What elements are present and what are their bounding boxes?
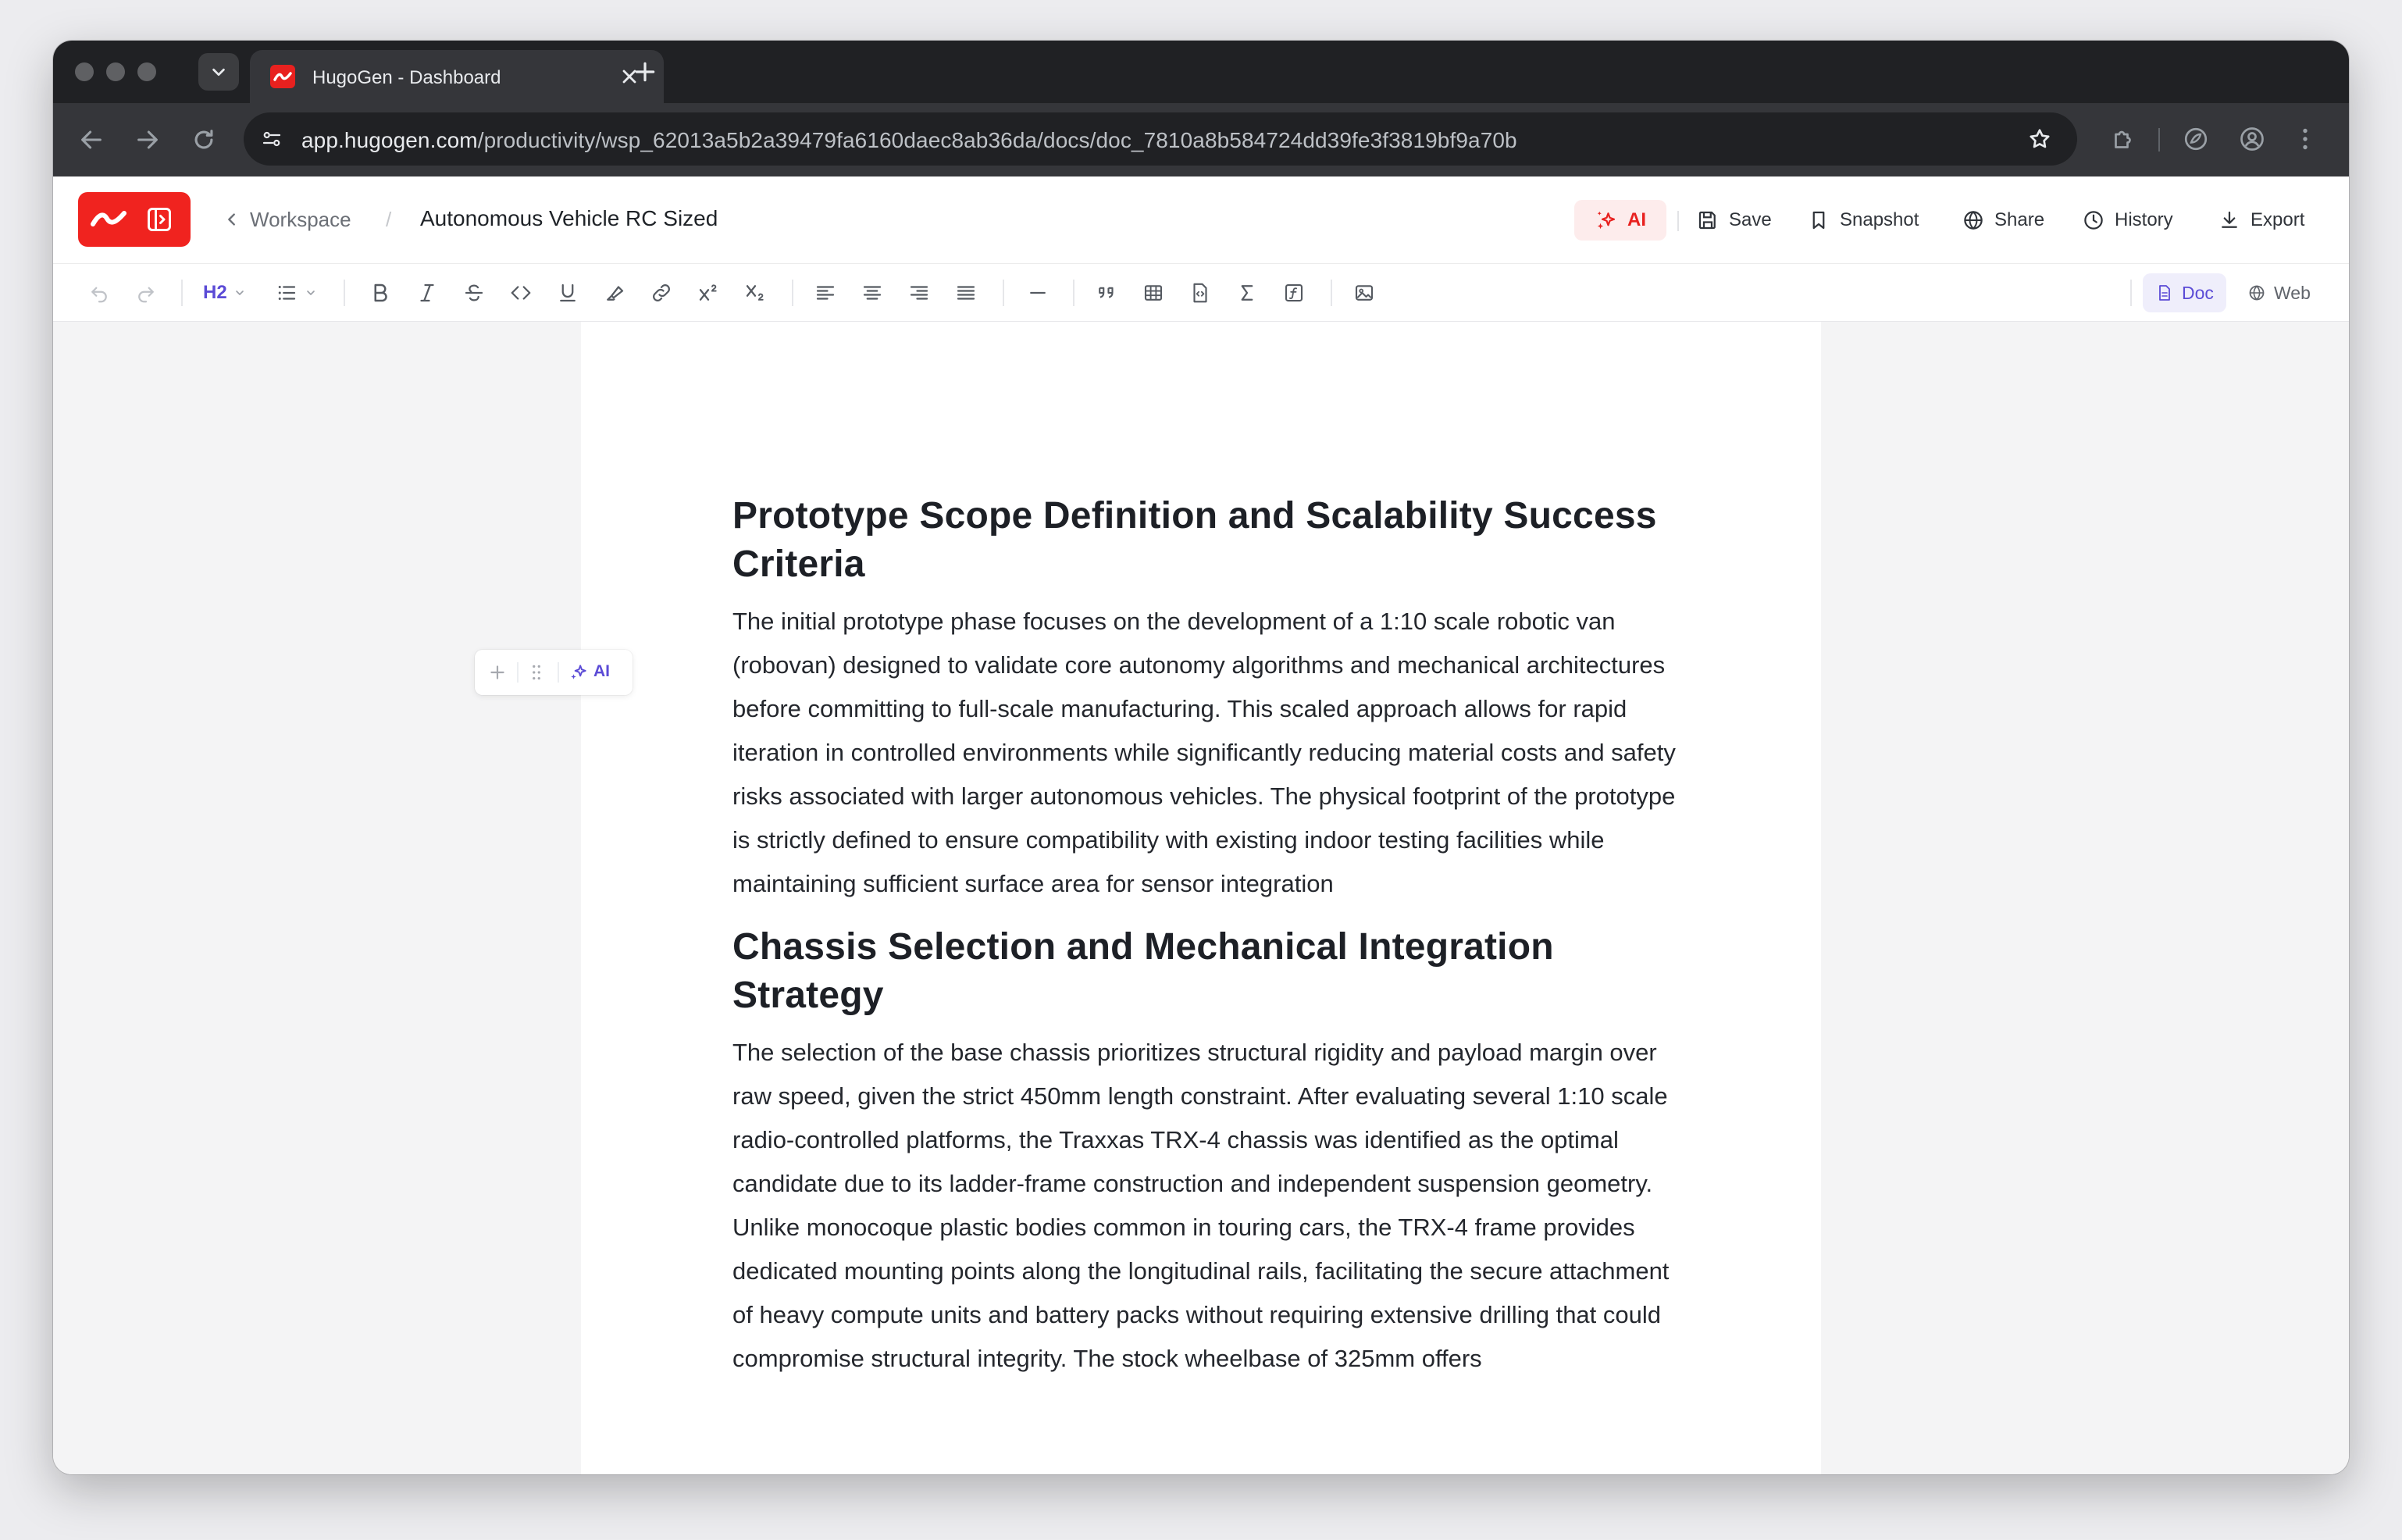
breadcrumb-workspace[interactable]: Workspace: [250, 208, 351, 231]
globe-icon: [2247, 283, 2266, 302]
snapshot-button[interactable]: [1807, 200, 1919, 241]
toolbar-separator: [1003, 280, 1004, 306]
url-text: [301, 128, 1517, 153]
heading-level-value: H2: [203, 282, 227, 303]
browser-window: [53, 41, 2349, 1474]
bullet-list-icon: [275, 281, 298, 305]
document-title[interactable]: Autonomous Vehicle RC Sized: [420, 206, 718, 230]
browser-toolbar: [53, 103, 2349, 176]
url-host: app.hugogen.com: [301, 128, 478, 152]
mode-doc-label: Doc: [2182, 282, 2214, 303]
table-icon[interactable]: [1142, 281, 1165, 305]
forward-arrow-icon[interactable]: [134, 127, 161, 153]
download-icon: [2218, 209, 2241, 232]
superscript-icon[interactable]: [697, 281, 720, 305]
header-divider: [1677, 211, 1679, 231]
ai-button-label: AI: [1627, 209, 1646, 230]
breadcrumb-separator: /: [386, 208, 392, 231]
address-bar[interactable]: [244, 112, 2077, 166]
code-block-icon[interactable]: [1189, 281, 1212, 305]
tab-search-button[interactable]: [198, 53, 239, 91]
history-button-label: History: [2115, 209, 2173, 230]
italic-icon[interactable]: [415, 281, 439, 305]
highlighter-icon[interactable]: [603, 281, 626, 305]
undo-icon[interactable]: [87, 281, 111, 305]
mode-web-label: Web: [2274, 282, 2311, 303]
block-menu-divider: [558, 662, 559, 683]
toolbar-separator: [344, 280, 345, 306]
section-heading[interactable]: Chassis Selection and Mechanical Integration Strategy: [732, 926, 1554, 1016]
hugogen-logo-icon[interactable]: [91, 209, 127, 229]
app-header: [53, 176, 2349, 264]
formatting-toolbar: [53, 264, 2349, 322]
tab-strip: [53, 41, 2349, 103]
share-button-label: Share: [1994, 209, 2045, 230]
section-paragraph[interactable]: The selection of the base chassis prioritizes structural rigidity and payload margin over raw speed, given the strict 450mm length constraint. After evaluating several 1:10 scale radio-controlled platforms, the Traxxas TRX-4 chassis was identified as the optimal candidate due to its ladder-frame construction and independent suspension geometry. Unlike monocoque plastic bodies common in touring cars, the TRX-4 frame provides dedicated mounting points along the longitudinal rails, facilitating the secure attachment of heavy compute units and battery packs without requiring extensive drilling that could compromise structural integrity. The stock wheelbase of 325mm offers: [732, 1039, 1670, 1372]
toolbar-divider: [2158, 128, 2160, 152]
block-menu-divider: [517, 662, 519, 683]
section-heading[interactable]: Prototype Scope Definition and Scalability Success Criteria: [732, 495, 1657, 585]
export-button-label: Export: [2251, 209, 2305, 230]
new-tab-plus-icon[interactable]: [633, 59, 658, 84]
clock-icon: [2082, 209, 2105, 232]
underline-icon[interactable]: [556, 281, 579, 305]
horizontal-rule-icon[interactable]: [1026, 281, 1050, 305]
floppy-save-icon: [1696, 209, 1720, 232]
mode-web-button[interactable]: [2235, 273, 2323, 312]
history-button[interactable]: [2082, 200, 2173, 241]
block-ai-label: AI: [593, 662, 610, 680]
profile-account-icon[interactable]: [2238, 125, 2266, 153]
chevron-down-icon: [233, 287, 246, 299]
chevron-left-icon[interactable]: [223, 211, 241, 228]
sidebar-toggle-icon[interactable]: [145, 205, 173, 233]
export-button[interactable]: [2218, 200, 2304, 241]
save-button-label: Save: [1729, 209, 1772, 230]
snapshot-button-label: Snapshot: [1840, 209, 1919, 230]
bookmark-icon: [1807, 209, 1830, 232]
toolbar-separator: [1073, 280, 1074, 306]
bold-icon[interactable]: [369, 281, 392, 305]
block-action-menu: [475, 650, 633, 695]
ai-button[interactable]: [1574, 200, 1666, 241]
hugogen-favicon-icon: [270, 65, 295, 88]
document-content[interactable]: [732, 492, 1685, 1392]
globe-icon: [1962, 209, 1985, 232]
toolbar-separator: [792, 280, 793, 306]
align-center-icon[interactable]: [861, 281, 884, 305]
sparkle-ai-icon: [568, 661, 589, 682]
site-info-icon[interactable]: [256, 123, 287, 155]
function-formula-icon[interactable]: [1282, 281, 1306, 305]
subscript-icon[interactable]: [743, 281, 767, 305]
reload-icon[interactable]: [191, 127, 217, 153]
toolbar-separator: [2130, 280, 2132, 306]
window-zoom-dot[interactable]: [137, 62, 156, 81]
align-right-icon[interactable]: [907, 281, 931, 305]
url-path: /productivity/wsp_62013a5b2a39479fa6160daec8ab36da/docs/doc_7810a8b584724dd39fe3f3819bf9a70b: [477, 128, 1517, 152]
heading-level-select[interactable]: [203, 280, 246, 306]
link-icon[interactable]: [650, 281, 673, 305]
add-block-plus-icon[interactable]: [487, 662, 508, 683]
align-left-icon[interactable]: [814, 281, 837, 305]
browser-tab-active[interactable]: [250, 50, 664, 103]
window-minimize-dot[interactable]: [106, 62, 125, 81]
tab-title: HugoGen - Dashboard: [312, 67, 501, 88]
section-paragraph[interactable]: The initial prototype phase focuses on the development of a 1:10 scale robotic van (robovan) designed to validate core autonomy algorithms and mechanical architectures before committing to full-scale manufacturing. This scaled approach allows for rapid iteration in controlled environments while significantly reducing material costs and safety risks associated with larger autonomous vehicles. The physical footprint of the prototype is strictly defined to ensure compatibility with existing indoor testing facilities while maintaining sufficient surface area for sensor integration: [732, 608, 1676, 897]
save-button[interactable]: [1696, 200, 1772, 241]
performance-leaf-icon[interactable]: [2182, 125, 2210, 153]
browser-menu-kebab-icon[interactable]: [2291, 125, 2319, 153]
bookmark-star-icon[interactable]: [2027, 127, 2052, 152]
document-page: [581, 322, 1821, 1474]
window-close-dot[interactable]: [75, 62, 94, 81]
extensions-puzzle-icon[interactable]: [2110, 125, 2138, 153]
toolbar-separator: [181, 280, 183, 306]
back-arrow-icon[interactable]: [78, 127, 105, 153]
chevron-down-icon: [305, 287, 317, 299]
brand-block: [78, 192, 191, 247]
code-icon[interactable]: [509, 281, 533, 305]
strikethrough-icon[interactable]: [462, 281, 486, 305]
mode-doc-button[interactable]: [2143, 273, 2226, 312]
document-icon: [2155, 283, 2174, 302]
redo-icon[interactable]: [134, 281, 158, 305]
share-button[interactable]: [1962, 200, 2044, 241]
sparkle-ai-icon: [1595, 209, 1618, 232]
editor-canvas: [53, 322, 2349, 1474]
drag-handle-icon[interactable]: [526, 662, 547, 683]
block-ai-button[interactable]: [568, 661, 610, 682]
blockquote-icon[interactable]: [1095, 281, 1118, 305]
list-type-select[interactable]: [275, 281, 317, 305]
image-icon[interactable]: [1352, 281, 1376, 305]
chevron-down-icon: [210, 63, 227, 80]
align-justify-icon[interactable]: [954, 281, 978, 305]
toolbar-separator: [1331, 280, 1332, 306]
math-sigma-icon[interactable]: [1235, 281, 1259, 305]
